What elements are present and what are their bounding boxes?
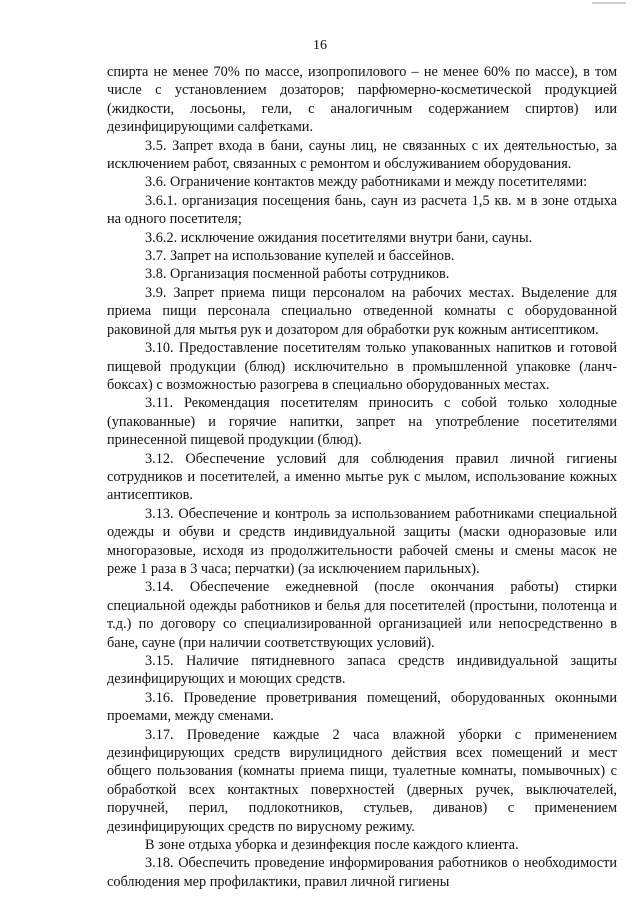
paragraph-3-11: 3.11. Рекомендация посетителям приносить с собой только холодные (упакованные) и горячие напитки, запрет на употребление посетителями принесенной пищевой продукции (блюд). <box>107 395 617 449</box>
paragraph-3-5: 3.5. Запрет входа в бани, сауны лиц, не связанных с их деятельностью, за исключением работ, связанных с ремонтом и обслуживанием оборудования. <box>107 137 617 173</box>
paragraph-3-8: 3.8. Организация посменной работы сотрудников. <box>145 266 450 283</box>
page-number: 16 <box>313 38 327 53</box>
paragraph-3-6-2: 3.6.2. исключение ожидания посетителями внутри бани, сауны. <box>145 229 533 246</box>
paragraph-3-10: 3.10. Предоставление посетителям только упакованных напитков и готовой пищевой продукции (блюд) исключительно в промышленной упаковке (ланч-боксах) с возможностью разогрева в специально оборудованных местах. <box>107 340 617 393</box>
paragraph-3-15: 3.15. Наличие пятидневного запаса средств индивидуальной защиты дезинфицирующих и моющих средств. <box>107 653 617 688</box>
paragraph-3-6: 3.6. Ограничение контактов между работниками и между посетителями: <box>145 174 588 191</box>
paragraph-3-17: 3.17. Проведение каждые 2 часа влажной уборки с применением дезинфицирующих средств вирулицидного действия всех помещений и мест общего пользования (комнаты приема пищи, туалетные комнаты, помывочных) с обработкой всех контактных поверхностей (дверных ручек, выключателей, поручней, перил, подлокотников, стульев, диванов) с применением дезинфицирующих средств по вирусному режиму. <box>107 726 617 835</box>
paragraph-3-13: 3.13. Обеспечение и контроль за использованием работниками специальной одежды и обуви и средств индивидуальной защиты (маски одноразовые или многоразовые, исходя из продолжительности рабочей смены и смены масок не реже 1 раза в 3 часа; перчатки) (за исключением парильных). <box>107 505 617 577</box>
paragraph-3-18: 3.18. Обеспечить проведение информирования работников о необходимости соблюдения мер профилактики, правил личной гигиены <box>107 855 617 890</box>
paragraph-3-6-1: 3.6.1. организация посещения бань, саун из расчета 1,5 кв. м в зоне отдыха на одного посетителя; <box>107 192 617 228</box>
document-body <box>107 63 617 891</box>
paragraph-3-9: 3.9. Запрет приема пищи персоналом на рабочих местах. Выделение для приема пищи персонала специально отведенной комнаты с оборудованной раковиной для мытья рук и дозатором для обработки рук кожным антисептиком. <box>107 284 617 338</box>
paragraph-continuation: спирта не менее 70% по массе, изопропилового – не менее 60% по массе), в том числе с установлением дозаторов; парфюмерно-косметической продукцией (жидкости, лосьоны, гели, с аналогичным содержанием спиртов) или дезинфицирующими салфетками. <box>107 64 617 136</box>
scan-mark <box>592 2 626 4</box>
paragraph-3-12: 3.12. Обеспечение условий для соблюдения правил личной гигиены сотрудников и посетителей, а именно мытье рук с мылом, использование кожных антисептиков. <box>107 450 617 504</box>
paragraph-rest-zone: В зоне отдыха уборка и дезинфекция после каждого клиента. <box>145 837 519 854</box>
paragraph-3-16: 3.16. Проведение проветривания помещений, оборудованных оконными проемами, между сменами. <box>107 689 617 725</box>
paragraph-3-7: 3.7. Запрет на использование купелей и бассейнов. <box>145 248 455 265</box>
paragraph-3-14: 3.14. Обеспечение ежедневной (после окончания работы) стирки специальной одежды работников и белья для посетителей (простыни, полотенца и т.д.) по договору со специализированной организацией или непосредственно в бане, сауне (при наличии соответствующих условий). <box>107 579 617 651</box>
